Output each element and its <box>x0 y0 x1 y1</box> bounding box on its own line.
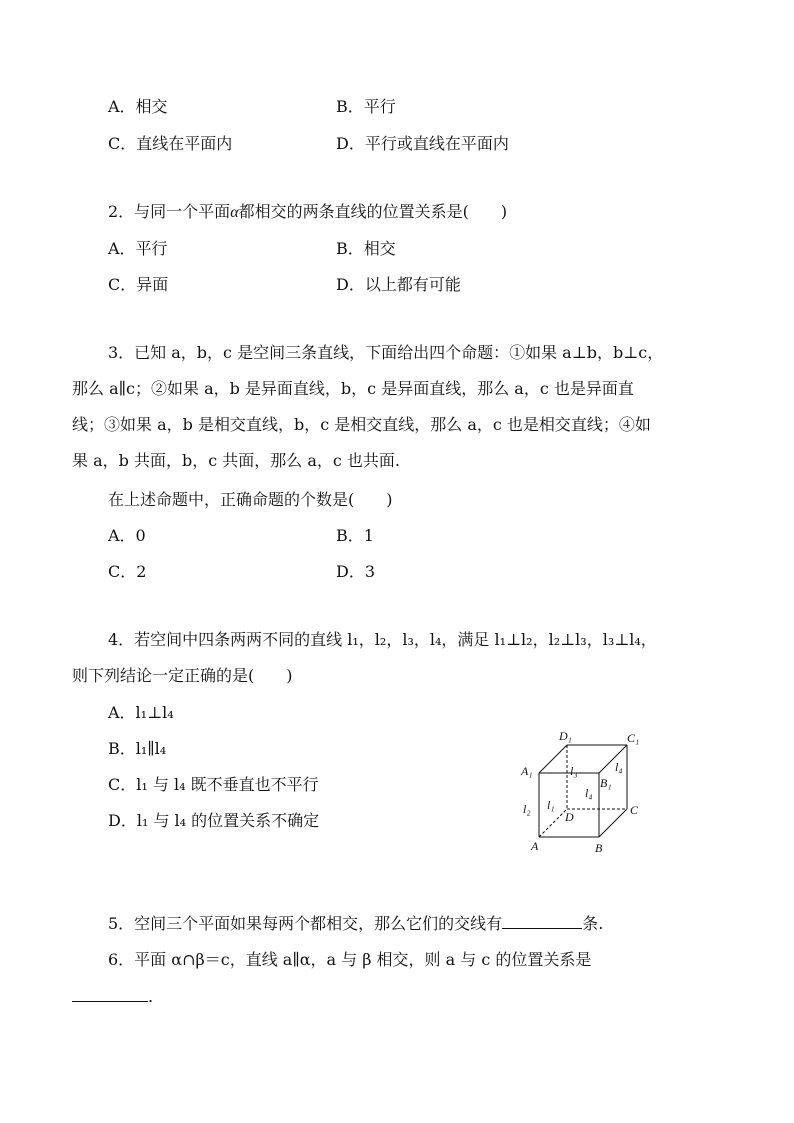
q6-answer-blank[interactable] <box>72 987 148 1002</box>
q5-pre: 5．空间三个平面如果每两个都相交，那么它们的交线有 <box>108 914 503 933</box>
label-a: A <box>531 839 539 853</box>
q4-option-b: B．l₁∥l₄ <box>108 739 167 758</box>
q3-line-2: 那么 a∥c；②如果 a，b 是异面直线，b，c 是异面直线，那么 a，c 也是异面直 <box>72 379 634 398</box>
q4-line-2: 则下列结论一定正确的是( ) <box>72 666 293 685</box>
edge-a1-d1 <box>539 745 567 773</box>
label-d1: D₁ <box>559 729 572 743</box>
edge-a-d <box>539 809 567 837</box>
q2-option-d: D．以上都有可能 <box>336 275 461 294</box>
q4-line-1: 4．若空间中四条两两不同的直线 l₁，l₂，l₃，l₄，满足 l₁⊥l₂，l₂⊥l₃，l₃⊥l₄， <box>108 630 657 649</box>
label-d: D <box>565 810 574 824</box>
q3-option-d: D．3 <box>336 562 376 581</box>
label-b1: B₁ <box>600 776 612 790</box>
label-l1: l₁ <box>547 798 555 812</box>
q3-line-4: 果 a，b 共面，b，c 共面，那么 a，c 也共面. <box>72 451 401 470</box>
q3-option-c: C．2 <box>108 562 147 581</box>
label-l4-right: l₄ <box>615 760 623 774</box>
q2-stem-pre: 2．与同一个平面 <box>108 202 231 221</box>
q5-answer-blank[interactable] <box>502 914 582 929</box>
q5-line <box>108 914 603 934</box>
q5-post: 条. <box>582 914 604 933</box>
q1-option-a: A．相交 <box>108 97 168 116</box>
label-c1: C₁ <box>627 731 640 745</box>
q1-option-d: D．平行或直线在平面内 <box>336 134 509 153</box>
q2-alpha: α <box>230 204 239 221</box>
q2-option-c: C．异面 <box>108 275 169 294</box>
q3-option-b: B．1 <box>336 526 374 545</box>
edge-b-c <box>599 809 627 837</box>
q3-line-5: 在上述命题中，正确命题的个数是( ) <box>108 490 393 509</box>
q3-line-1: 3．已知 a，b，c 是空间三条直线，下面给出四个命题：①如果 a⊥b，b⊥c， <box>108 343 664 362</box>
q2-stem-post: 都相交的两条直线的位置关系是( ) <box>238 202 508 221</box>
q2-stem <box>108 202 507 223</box>
q4-option-a: A．l₁⊥l₄ <box>108 703 174 722</box>
q4-option-d: D．l₁ 与 l₄ 的位置关系不确定 <box>108 811 320 830</box>
label-a1: A₁ <box>521 764 533 778</box>
q6-line-1: 6．平面 α∩β＝c，直线 a∥α，a 与 β 相交，则 a 与 c 的位置关系是 <box>108 950 592 969</box>
label-b: B <box>595 841 603 855</box>
cube-figure <box>515 725 650 855</box>
q2-option-a: A．平行 <box>108 239 168 258</box>
q4-option-c: C．l₁ 与 l₄ 既不垂直也不平行 <box>108 775 319 794</box>
label-l4-mid: l₄ <box>585 786 593 800</box>
q3-option-a: A．0 <box>108 526 146 545</box>
q1-option-c: C．直线在平面内 <box>108 134 233 153</box>
q3-line-3: 线；③如果 a，b 是相交直线，b，c 是相交直线，那么 a，c 也是相交直线；④如 <box>72 415 651 434</box>
label-l2: l₂ <box>523 802 531 816</box>
label-c: C <box>630 803 639 817</box>
label-l3: l₃ <box>570 764 578 778</box>
edge-b1-c1 <box>599 745 627 773</box>
q6-line-2 <box>72 987 153 1007</box>
q6-post: . <box>148 987 154 1006</box>
q1-option-b: B．平行 <box>336 97 396 116</box>
q2-option-b: B．相交 <box>336 239 396 258</box>
